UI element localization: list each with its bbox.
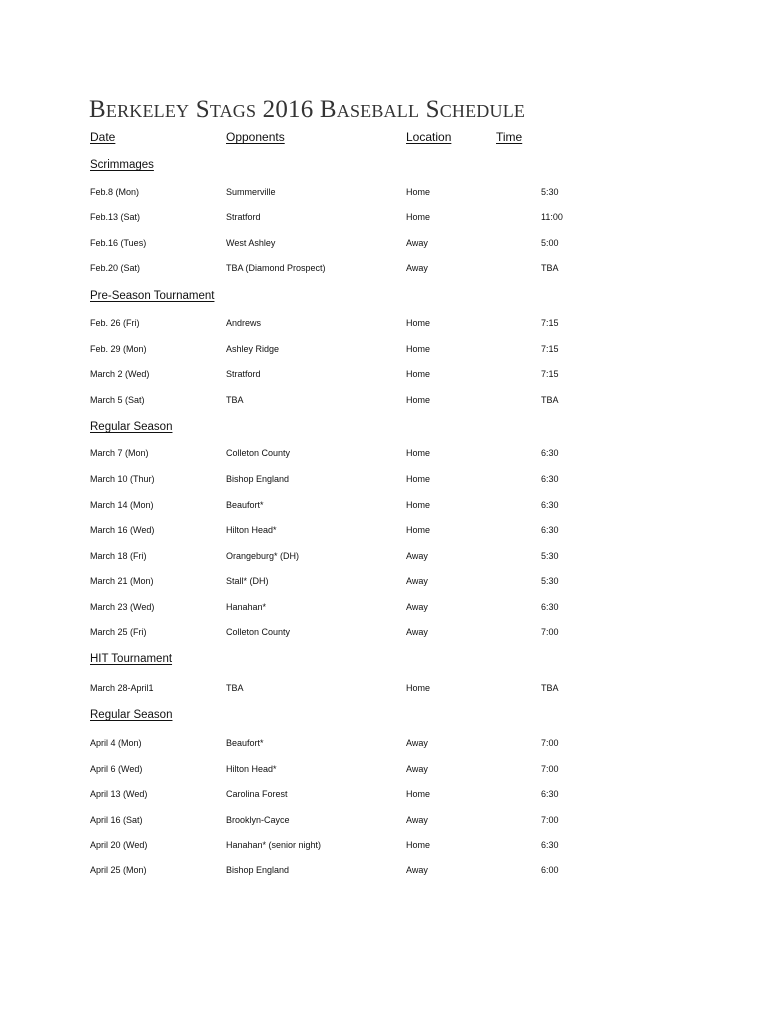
game-date: Feb.20 (Sat)	[90, 263, 141, 273]
game-opponent: Stratford	[226, 369, 261, 379]
game-time: TBA	[541, 395, 559, 405]
schedule-row	[0, 318, 768, 332]
schedule-row	[0, 448, 768, 462]
column-header-opponents: Opponents	[226, 130, 285, 144]
game-time: 7:15	[541, 318, 559, 328]
game-time: 7:00	[541, 738, 559, 748]
game-opponent: TBA (Diamond Prospect)	[226, 263, 326, 273]
game-time: 6:30	[541, 789, 559, 799]
game-opponent: Hilton Head*	[226, 525, 277, 535]
game-date: March 5 (Sat)	[90, 395, 145, 405]
game-time: 6:30	[541, 602, 559, 612]
game-location: Home	[406, 789, 431, 799]
game-opponent: Orangeburg* (DH)	[226, 551, 300, 561]
game-location: Home	[406, 369, 431, 379]
page-title: Berkeley Stags 2016 Baseball Schedule	[89, 96, 526, 123]
schedule-row	[0, 525, 768, 539]
game-opponent: Colleton County	[226, 448, 291, 458]
schedule-row	[0, 395, 768, 409]
game-time: 5:30	[541, 551, 559, 561]
game-location: Home	[406, 525, 431, 535]
game-opponent: TBA	[226, 395, 244, 405]
game-time: TBA	[541, 683, 559, 693]
game-time: 6:30	[541, 525, 559, 535]
schedule-row	[0, 263, 768, 277]
game-date: April 20 (Wed)	[90, 840, 148, 850]
game-date: March 16 (Wed)	[90, 525, 155, 535]
game-time: 5:30	[541, 576, 559, 586]
game-time: 7:15	[541, 344, 559, 354]
game-opponent: TBA	[226, 683, 244, 693]
section-heading: HIT Tournament	[90, 653, 173, 665]
game-time: 6:30	[541, 840, 559, 850]
game-time: 6:30	[541, 474, 559, 484]
schedule-row	[0, 212, 768, 226]
game-date: April 6 (Wed)	[90, 764, 143, 774]
section-heading: Regular Season	[90, 421, 173, 433]
game-location: Home	[406, 500, 431, 510]
schedule-row	[0, 738, 768, 752]
game-opponent: Ashley Ridge	[226, 344, 280, 354]
section-heading: Pre-Season Tournament	[90, 290, 215, 302]
game-date: April 4 (Mon)	[90, 738, 142, 748]
game-date: Feb.16 (Tues)	[90, 238, 147, 248]
game-date: April 13 (Wed)	[90, 789, 148, 799]
game-date: March 7 (Mon)	[90, 448, 149, 458]
game-time: 6:30	[541, 448, 559, 458]
schedule-row	[0, 474, 768, 488]
column-header-date: Date	[90, 130, 116, 144]
game-time: 11:00	[541, 212, 563, 222]
game-location: Home	[406, 212, 431, 222]
game-time: 7:00	[541, 815, 559, 825]
schedule-row	[0, 344, 768, 358]
game-location: Home	[406, 840, 431, 850]
section-heading: Scrimmages	[90, 159, 154, 171]
game-location: Away	[406, 238, 428, 248]
game-opponent: Stratford	[226, 212, 261, 222]
game-location: Away	[406, 602, 428, 612]
schedule-row	[0, 576, 768, 590]
schedule-row	[0, 602, 768, 616]
game-opponent: Beaufort*	[226, 500, 264, 510]
column-header-time: Time	[496, 130, 523, 144]
game-date: March 14 (Mon)	[90, 500, 154, 510]
schedule-row	[0, 551, 768, 565]
game-time: 7:15	[541, 369, 559, 379]
game-date: Feb. 26 (Fri)	[90, 318, 140, 328]
game-opponent: Summerville	[226, 187, 276, 197]
game-time: 7:00	[541, 627, 559, 637]
game-time: 7:00	[541, 764, 559, 774]
schedule-row	[0, 840, 768, 854]
game-time: 5:00	[541, 238, 559, 248]
game-date: March 21 (Mon)	[90, 576, 154, 586]
game-location: Home	[406, 187, 431, 197]
game-opponent: Bishop England	[226, 865, 290, 875]
game-location: Away	[406, 263, 428, 273]
game-location: Home	[406, 318, 431, 328]
schedule-row	[0, 627, 768, 641]
game-time: 6:30	[541, 500, 559, 510]
schedule-row	[0, 789, 768, 803]
column-header-location: Location	[406, 130, 452, 144]
schedule-row	[0, 500, 768, 514]
game-location: Away	[406, 551, 428, 561]
game-opponent: Bishop England	[226, 474, 290, 484]
game-opponent: Stall* (DH)	[226, 576, 269, 586]
game-date: March 2 (Wed)	[90, 369, 150, 379]
game-opponent: Andrews	[226, 318, 262, 328]
game-date: Feb. 29 (Mon)	[90, 344, 147, 354]
game-opponent: Hanahan*	[226, 602, 267, 612]
game-opponent: Carolina Forest	[226, 789, 288, 799]
game-date: March 28-April1	[90, 683, 154, 693]
schedule-row	[0, 865, 768, 879]
game-opponent: Beaufort*	[226, 738, 264, 748]
game-location: Home	[406, 344, 431, 354]
game-location: Home	[406, 395, 431, 405]
game-location: Home	[406, 683, 431, 693]
game-date: March 25 (Fri)	[90, 627, 147, 637]
schedule-row	[0, 187, 768, 201]
game-time: TBA	[541, 263, 559, 273]
section-heading: Regular Season	[90, 709, 173, 721]
game-location: Away	[406, 865, 428, 875]
game-opponent: Brooklyn-Cayce	[226, 815, 290, 825]
game-date: April 16 (Sat)	[90, 815, 143, 825]
schedule-row	[0, 815, 768, 829]
game-location: Away	[406, 738, 428, 748]
game-date: March 10 (Thur)	[90, 474, 155, 484]
game-date: March 18 (Fri)	[90, 551, 147, 561]
game-location: Home	[406, 448, 431, 458]
game-date: March 23 (Wed)	[90, 602, 155, 612]
game-location: Away	[406, 576, 428, 586]
game-date: April 25 (Mon)	[90, 865, 147, 875]
schedule-row	[0, 764, 768, 778]
game-opponent: Hanahan* (senior night)	[226, 840, 322, 850]
game-opponent: West Ashley	[226, 238, 276, 248]
game-time: 5:30	[541, 187, 559, 197]
game-location: Away	[406, 764, 428, 774]
game-location: Away	[406, 627, 428, 637]
game-date: Feb.8 (Mon)	[90, 187, 140, 197]
game-location: Home	[406, 474, 431, 484]
schedule-row	[0, 683, 768, 697]
game-location: Away	[406, 815, 428, 825]
game-opponent: Hilton Head*	[226, 764, 277, 774]
game-opponent: Colleton County	[226, 627, 291, 637]
game-time: 6:00	[541, 865, 559, 875]
game-date: Feb.13 (Sat)	[90, 212, 141, 222]
schedule-row	[0, 238, 768, 252]
schedule-row	[0, 369, 768, 383]
